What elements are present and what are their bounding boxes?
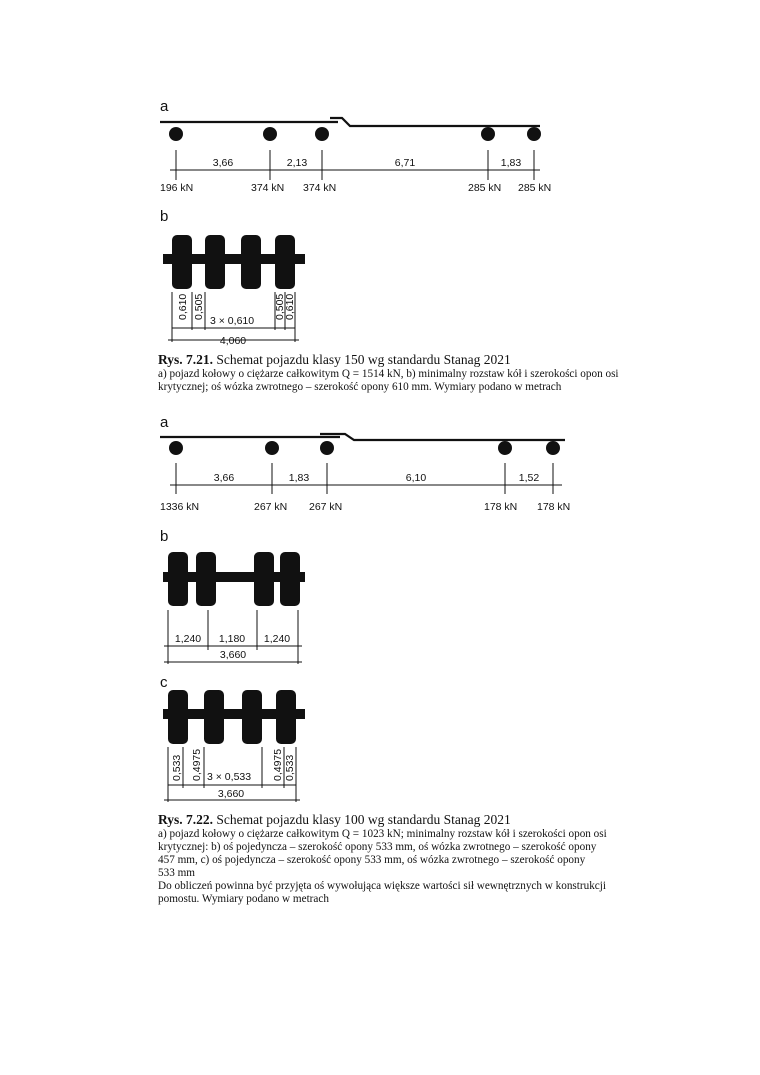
- total-width-label: 4,060: [219, 335, 247, 347]
- spacing-label: 6,71: [394, 157, 416, 169]
- tire: [168, 552, 188, 606]
- axle-dot: [263, 127, 277, 141]
- axle-dot: [498, 441, 512, 455]
- vehicle-body-line: [160, 434, 565, 440]
- spacing-label: 1,83: [288, 472, 310, 484]
- fig721-a-diagram: [160, 98, 551, 194]
- fig722-label-a: a: [160, 414, 169, 431]
- caption-line: Do obliczeń powinna być przyjęta oś wywołująca większe wartości sił wewnętrznych w konstrukcji: [158, 880, 606, 892]
- fig722-label-b: b: [160, 528, 169, 545]
- caption-line: a) pojazd kołowy o ciężarze całkowitym Q = 1514 kN, b) minimalny rozstaw kół i szerokości opon osi: [158, 368, 619, 380]
- vehicle-body-line: [160, 118, 540, 126]
- spacing-label: 1,52: [518, 472, 540, 484]
- tire: [196, 552, 216, 606]
- wheel-dim-label: 0,533: [284, 754, 296, 781]
- axle-load-label: 374 kN: [303, 182, 337, 194]
- axle-dot: [546, 441, 560, 455]
- fig721-caption: [158, 352, 658, 394]
- fig722-label-c: c: [160, 674, 168, 691]
- wheel-dim-label: 3 × 0,533: [207, 771, 252, 783]
- tire: [280, 552, 300, 606]
- wheel-dim-label: 0,505: [193, 293, 205, 320]
- axle-dot: [481, 127, 495, 141]
- axle-dot: [169, 127, 183, 141]
- caption-number: Rys. 7.22.: [158, 812, 214, 827]
- caption-line: pomostu. Wymiary podano w metrach: [158, 893, 329, 905]
- axle-load-label: 285 kN: [468, 182, 502, 194]
- fig722-caption: [158, 812, 658, 906]
- fig722-c-diagram: [160, 674, 305, 802]
- fig721-label-b: b: [160, 208, 169, 225]
- caption-line: 533 mm: [158, 867, 195, 879]
- tire: [241, 235, 261, 289]
- fig722-a-diagram: [160, 414, 570, 513]
- wheel-dim-label: 1,240: [263, 633, 291, 645]
- axle-load-label: 267 kN: [254, 501, 288, 513]
- axle-load-label: 1336 kN: [160, 501, 200, 513]
- caption-line: krytycznej; oś wózka zwrotnego – szerokość opony 610 mm. Wymiary podano w metrach: [158, 381, 562, 393]
- caption-line: a) pojazd kołowy o ciężarze całkowitym Q = 1023 kN; minimalny rozstaw kół i szerokości opon osi: [158, 828, 607, 840]
- spacing-label: 6,10: [405, 472, 427, 484]
- spacing-label: 3,66: [213, 472, 235, 484]
- axle-dot: [169, 441, 183, 455]
- spacing-label: 1,83: [500, 157, 522, 169]
- tire: [172, 235, 192, 289]
- axle-load-label: 178 kN: [537, 501, 571, 513]
- axle-dots: [169, 441, 560, 455]
- axle-dot: [320, 441, 334, 455]
- tire: [275, 235, 295, 289]
- axle-load-label: 178 kN: [484, 501, 518, 513]
- tire: [168, 690, 188, 744]
- axle-load-label: 267 kN: [309, 501, 343, 513]
- fig721-b-diagram: [160, 208, 305, 347]
- wheel-dim-label: 0,533: [171, 754, 183, 781]
- fig722-b-diagram: [160, 528, 305, 664]
- spacing-label: 3,66: [212, 157, 234, 169]
- wheel-dim-label: 1,180: [218, 633, 246, 645]
- tire: [204, 690, 224, 744]
- caption-title-text: Schemat pojazdu klasy 100 wg standardu Stanag 2021: [216, 812, 511, 827]
- tire: [205, 235, 225, 289]
- caption-line: 457 mm, c) oś pojedyncza – szerokość opony 533 mm, oś wózka zwrotnego – szerokość opony: [158, 854, 586, 866]
- tire: [242, 690, 262, 744]
- axle-dot: [527, 127, 541, 141]
- axle-dot: [315, 127, 329, 141]
- axle-load-label: 374 kN: [251, 182, 285, 194]
- caption-title: [158, 812, 658, 828]
- total-width-label: 3,660: [217, 788, 245, 800]
- total-width-label: 3,660: [219, 649, 247, 661]
- fig721-label-a: a: [160, 98, 169, 115]
- wheel-dim-label: 0,505: [274, 293, 286, 320]
- wheel-dim-label: 0,610: [284, 293, 296, 320]
- wheel-dim-label: 0,4975: [191, 748, 203, 781]
- wheel-dim-label: 1,240: [174, 633, 202, 645]
- wheel-dim-label: 3 × 0,610: [210, 315, 255, 327]
- axle-dot: [265, 441, 279, 455]
- tire: [276, 690, 296, 744]
- caption-number: Rys. 7.21.: [158, 352, 214, 367]
- wheel-dim-label: 0,4975: [272, 748, 284, 781]
- caption-title: [158, 352, 658, 368]
- caption-title-text: Schemat pojazdu klasy 150 wg standardu Stanag 2021: [216, 352, 511, 367]
- tire: [254, 552, 274, 606]
- axle-load-label: 196 kN: [160, 182, 194, 194]
- spacing-label: 2,13: [286, 157, 308, 169]
- wheel-dim-label: 0,610: [177, 293, 189, 320]
- axle-dots: [169, 127, 541, 141]
- caption-line: krytycznej: b) oś pojedyncza – szerokość opony 533 mm, oś wózka zwrotnego – szerokość opony: [158, 841, 597, 853]
- axle-load-label: 285 kN: [518, 182, 552, 194]
